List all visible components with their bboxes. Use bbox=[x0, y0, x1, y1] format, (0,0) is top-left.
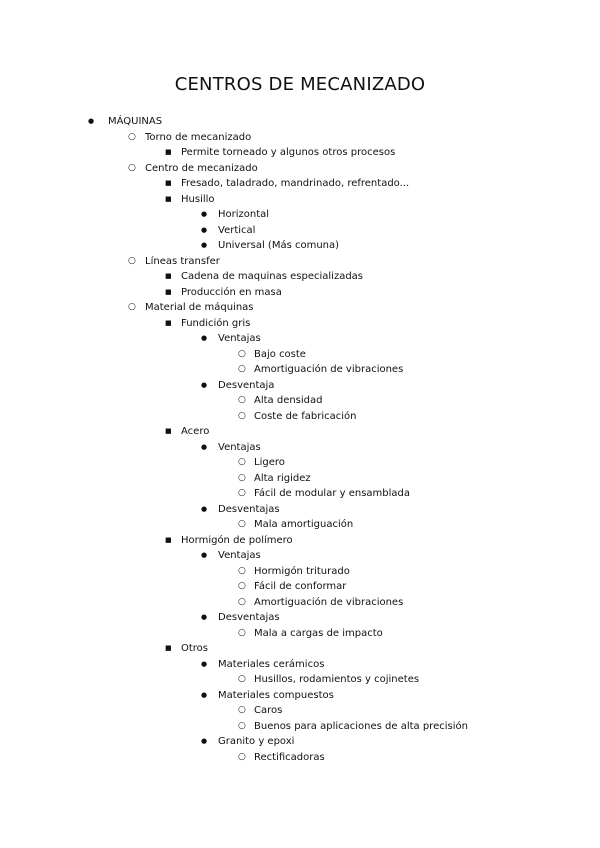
outline-item bbox=[0, 502, 600, 518]
outline-item bbox=[0, 378, 600, 394]
disc-bullet-icon bbox=[201, 238, 207, 254]
outline-item-text: Cadena de maquinas especializadas bbox=[181, 271, 364, 282]
outline-item bbox=[0, 548, 600, 564]
outline-item-text: Fresado, taladrado, mandrinado, refrentado... bbox=[181, 178, 410, 189]
outline-item-text: Permite torneado y algunos otros procesos bbox=[181, 147, 396, 158]
document-title: CENTROS DE MECANIZADO bbox=[174, 74, 426, 95]
outline-item-text: Coste de fabricación bbox=[254, 410, 357, 422]
square-bullet-icon bbox=[165, 533, 172, 549]
outline-item-text: Hormigón de polímero bbox=[181, 534, 293, 546]
outline-item bbox=[0, 517, 600, 533]
outline-item bbox=[0, 145, 600, 161]
square-bullet-icon bbox=[165, 424, 172, 440]
outline-item bbox=[0, 176, 600, 192]
outline-item bbox=[0, 626, 600, 642]
disc-bullet-icon bbox=[201, 657, 207, 673]
outline-item-text: Otros bbox=[181, 643, 209, 654]
disc-bullet-icon bbox=[201, 378, 207, 394]
outline-item bbox=[0, 223, 600, 239]
outline-item-text: Mala a cargas de impacto bbox=[254, 627, 383, 639]
outline-item bbox=[0, 455, 600, 471]
outline-item-text: Vertical bbox=[218, 224, 256, 236]
outline-item-text: Ventajas bbox=[218, 550, 261, 561]
disc-bullet-icon bbox=[201, 502, 207, 518]
outline-item-text: Buenos para aplicaciones de alta precisión bbox=[254, 720, 468, 732]
circle-bullet-icon bbox=[128, 161, 136, 177]
outline-item bbox=[0, 610, 600, 626]
outline-item bbox=[0, 347, 600, 363]
circle-bullet-icon bbox=[128, 300, 136, 316]
circle-bullet-icon bbox=[238, 517, 246, 533]
disc-bullet-icon bbox=[201, 440, 207, 456]
outline-item-text: Alta densidad bbox=[254, 395, 323, 406]
outline-item-text: Líneas transfer bbox=[145, 255, 220, 267]
outline-item bbox=[0, 750, 600, 766]
outline-item-text: Desventajas bbox=[218, 612, 280, 623]
outline-item-text: Centro de mecanizado bbox=[145, 162, 258, 174]
outline-item-text: Acero bbox=[181, 426, 210, 437]
outline-item bbox=[0, 316, 600, 332]
outline-item bbox=[0, 238, 600, 254]
outline-item bbox=[0, 130, 600, 146]
circle-bullet-icon bbox=[238, 471, 246, 487]
square-bullet-icon bbox=[165, 176, 172, 192]
circle-bullet-icon bbox=[238, 750, 246, 766]
circle-bullet-icon bbox=[238, 455, 246, 471]
outline-item bbox=[0, 362, 600, 378]
outline-item bbox=[0, 331, 600, 347]
outline-item bbox=[0, 440, 600, 456]
outline-item-text: Ventajas bbox=[218, 333, 261, 344]
circle-bullet-icon bbox=[238, 595, 246, 611]
outline-item bbox=[0, 703, 600, 719]
disc-bullet-icon bbox=[201, 207, 207, 223]
circle-bullet-icon bbox=[238, 672, 246, 688]
circle-bullet-icon bbox=[128, 254, 136, 270]
outline-item bbox=[0, 471, 600, 487]
outline-item-text: Amortiguación de vibraciones bbox=[254, 364, 404, 375]
outline-item bbox=[0, 734, 600, 750]
outline-item bbox=[0, 269, 600, 285]
outline-item bbox=[0, 285, 600, 301]
outline-item bbox=[0, 114, 600, 130]
outline-item bbox=[0, 533, 600, 549]
outline-item-text: Amortiguación de vibraciones bbox=[254, 596, 404, 608]
outline-item-text: Husillo bbox=[181, 193, 215, 205]
outline-item-text: Mala amortiguación bbox=[254, 519, 354, 530]
outline-item-text: Universal (Más comuna) bbox=[218, 240, 340, 251]
disc-bullet-icon bbox=[201, 688, 207, 704]
outline-item-text: Fundición gris bbox=[181, 317, 251, 329]
square-bullet-icon bbox=[165, 316, 172, 332]
outline-item bbox=[0, 424, 600, 440]
outline-item-text: Materiales compuestos bbox=[218, 689, 334, 701]
outline-item bbox=[0, 657, 600, 673]
outline-item-text: Ligero bbox=[254, 457, 285, 468]
outline-item-text: Horizontal bbox=[218, 209, 270, 220]
circle-bullet-icon bbox=[238, 703, 246, 719]
outline-item-text: MÁQUINAS bbox=[108, 116, 163, 127]
outline-item-text: Fácil de modular y ensamblada bbox=[254, 488, 411, 499]
disc-bullet-icon bbox=[201, 331, 207, 347]
disc-bullet-icon bbox=[201, 223, 207, 239]
outline-item bbox=[0, 254, 600, 270]
outline-item-text: Granito y epoxi bbox=[218, 736, 295, 747]
outline-item-text: Producción en masa bbox=[181, 286, 282, 298]
outline-item-text: Desventajas bbox=[218, 503, 280, 515]
circle-bullet-icon bbox=[238, 362, 246, 378]
outline-item-text: Desventaja bbox=[218, 379, 275, 391]
outline-item-text: Caros bbox=[254, 705, 283, 716]
outline-item bbox=[0, 393, 600, 409]
outline-item bbox=[0, 719, 600, 735]
square-bullet-icon bbox=[165, 145, 172, 161]
circle-bullet-icon bbox=[238, 719, 246, 735]
circle-bullet-icon bbox=[238, 626, 246, 642]
circle-bullet-icon bbox=[128, 130, 136, 146]
outline-item bbox=[0, 300, 600, 316]
outline-item bbox=[0, 672, 600, 688]
outline-item bbox=[0, 161, 600, 177]
outline-item-text: Rectificadoras bbox=[254, 751, 325, 763]
outline-item bbox=[0, 486, 600, 502]
square-bullet-icon bbox=[165, 269, 172, 285]
circle-bullet-icon bbox=[238, 393, 246, 409]
outline-item bbox=[0, 207, 600, 223]
outline-item bbox=[0, 409, 600, 425]
circle-bullet-icon bbox=[238, 409, 246, 425]
outline-item-text: Materiales cerámicos bbox=[218, 658, 325, 670]
outline-item-text: Alta rigidez bbox=[254, 472, 311, 484]
outline-item-text: Torno de mecanizado bbox=[145, 131, 252, 143]
circle-bullet-icon bbox=[238, 486, 246, 502]
disc-bullet-icon bbox=[201, 734, 207, 750]
outline-item-text: Hormigón triturado bbox=[254, 565, 350, 577]
circle-bullet-icon bbox=[238, 579, 246, 595]
outline-item bbox=[0, 641, 600, 657]
disc-bullet-icon bbox=[201, 548, 207, 564]
outline-item bbox=[0, 595, 600, 611]
outline-item-text: Fácil de conformar bbox=[254, 581, 347, 592]
outline-item-text: Husillos, rodamientos y cojinetes bbox=[254, 674, 420, 685]
circle-bullet-icon bbox=[238, 347, 246, 363]
outline-item bbox=[0, 192, 600, 208]
outline-item-text: Bajo coste bbox=[254, 348, 306, 360]
circle-bullet-icon bbox=[238, 564, 246, 580]
outline-item bbox=[0, 688, 600, 704]
outline-item-text: Material de máquinas bbox=[145, 302, 254, 313]
square-bullet-icon bbox=[165, 192, 172, 208]
outline-item bbox=[0, 564, 600, 580]
outline-item bbox=[0, 579, 600, 595]
square-bullet-icon bbox=[165, 641, 172, 657]
disc-bullet-icon bbox=[88, 114, 94, 130]
disc-bullet-icon bbox=[201, 610, 207, 626]
outline-item-text: Ventajas bbox=[218, 441, 261, 453]
square-bullet-icon bbox=[165, 285, 172, 301]
